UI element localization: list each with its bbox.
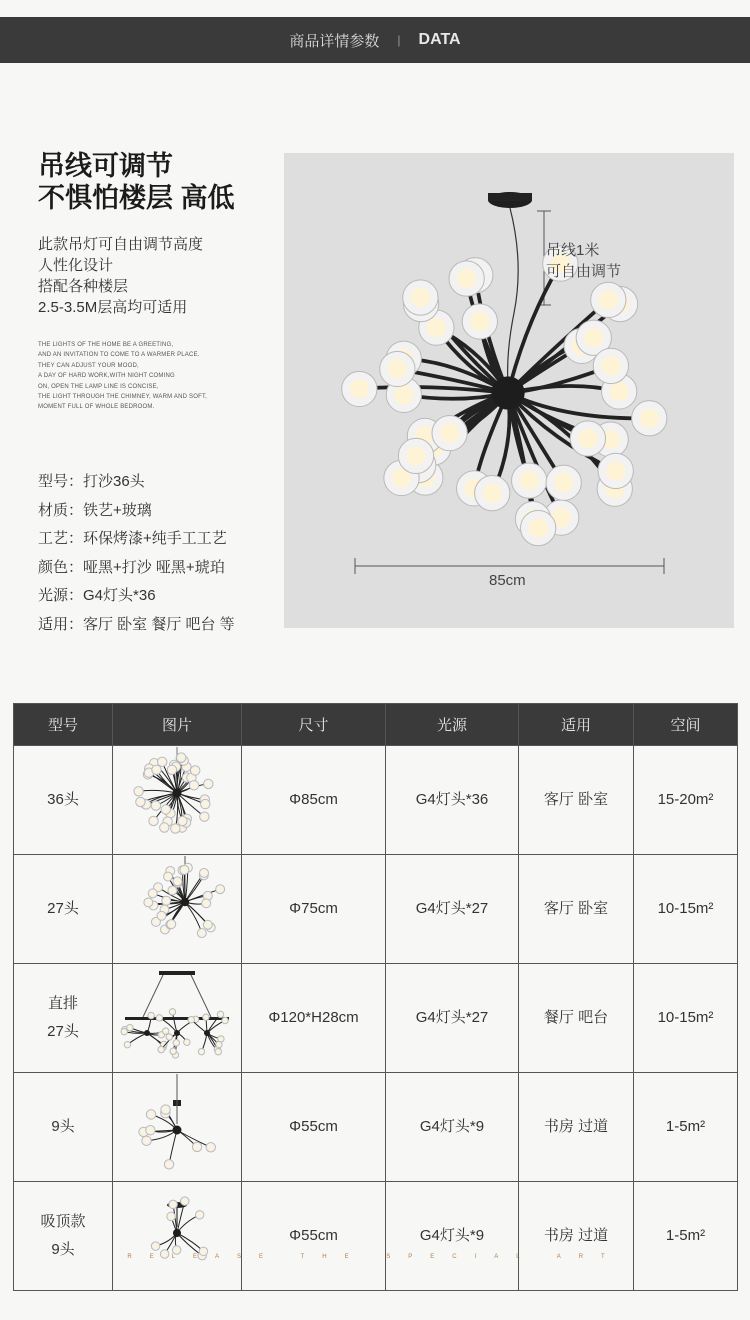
lamp-thumbnail-image — [122, 1074, 232, 1170]
spec-item: 颜色：哑黑+打沙 哑黑+琥珀 — [38, 558, 225, 576]
table-row — [14, 855, 738, 964]
model-cell: 27头 — [14, 855, 113, 964]
description-line: 搭配各种楼层 — [38, 278, 129, 295]
description-line: 2.5-3.5M层高均可适用 — [38, 299, 188, 316]
space-cell: 10-15m² — [634, 855, 738, 964]
table-row — [14, 964, 738, 1073]
light-cell: G4灯头*27 — [386, 855, 519, 964]
size-cell: Φ75cm — [242, 855, 386, 964]
spec-item: 适用：客厅 卧室 餐厅 吧台 等 — [38, 615, 235, 633]
english-line: MOMENT FULL OF WHOLE BEDROOM. — [38, 404, 155, 411]
width-label: 85cm — [489, 572, 526, 589]
thumbnail-cell — [113, 855, 242, 964]
lamp-thumbnail-image — [117, 965, 237, 1061]
english-line: THE LIGHTS OF THE HOME BE A GREETING, — [38, 342, 174, 348]
column-header: 型号 — [14, 704, 113, 746]
use-cell: 客厅 卧室 — [519, 746, 634, 855]
chandelier-illustration — [284, 153, 734, 628]
column-header: 光源 — [386, 704, 519, 746]
light-cell: G4灯头*9 — [386, 1182, 519, 1291]
model-cell: 36头 — [14, 746, 113, 855]
spec-item: 材质：铁艺+玻璃 — [38, 501, 152, 519]
header-data-label: DATA — [418, 31, 461, 48]
column-header: 空间 — [634, 704, 738, 746]
section-header — [0, 17, 750, 63]
cord-length-label: 吊线1米 可自由调节 — [546, 242, 622, 280]
thumbnail-cell — [113, 746, 242, 855]
headline — [38, 150, 235, 214]
spec-table — [13, 703, 738, 1291]
size-cell: Φ85cm — [242, 746, 386, 855]
english-text — [38, 340, 207, 413]
light-cell: G4灯头*9 — [386, 1073, 519, 1182]
description — [38, 234, 203, 318]
column-header: 适用 — [519, 704, 634, 746]
use-cell: 客厅 卧室 — [519, 855, 634, 964]
use-cell: 餐厅 吧台 — [519, 964, 634, 1073]
english-line: ON, OPEN THE LAMP LINE IS CONCISE, — [38, 383, 159, 390]
footer-tagline: RELEASE THE SPECIAL ART — [127, 1254, 623, 1260]
column-header: 图片 — [113, 704, 242, 746]
english-line: THEY CAN ADJUST YOUR MOOD, — [38, 362, 139, 369]
size-cell: Φ55cm — [242, 1073, 386, 1182]
english-line: THE LIGHT THROUGH THE CHIMNEY, WARM AND SOFT, — [38, 394, 208, 401]
light-cell: G4灯头*27 — [386, 964, 519, 1073]
space-cell: 1-5m² — [634, 1073, 738, 1182]
model-cell: 直排 27头 — [14, 964, 113, 1073]
headline-line-1: 吊线可调节 — [38, 151, 173, 181]
thumbnail-cell — [113, 1182, 242, 1291]
table-header-row — [14, 704, 738, 746]
lamp-thumbnail-image — [122, 1183, 232, 1279]
spec-item: 光源：G4灯头*36 — [38, 587, 156, 604]
english-line: A DAY OF HARD WORK,WITH NIGHT COMING — [38, 373, 175, 380]
space-cell: 10-15m² — [634, 964, 738, 1073]
use-cell: 书房 过道 — [519, 1182, 634, 1291]
spec-item: 型号：打沙36头 — [38, 473, 145, 490]
model-cell: 吸顶款 9头 — [14, 1182, 113, 1291]
use-cell: 书房 过道 — [519, 1073, 634, 1182]
spec-item: 工艺：环保烤漆+纯手工工艺 — [38, 530, 227, 547]
header-title: 商品详情参数 — [289, 32, 380, 50]
table-row — [14, 746, 738, 855]
headline-line-2: 不惧怕楼层 高低 — [38, 183, 235, 213]
size-cell: Φ55cm — [242, 1182, 386, 1291]
model-cell: 9头 — [14, 1073, 113, 1182]
description-line: 此款吊灯可自由调节高度 — [38, 236, 204, 253]
thumbnail-cell — [113, 1073, 242, 1182]
product-photo — [284, 153, 734, 628]
lamp-thumbnail-image — [122, 856, 232, 952]
thumbnail-cell — [113, 964, 242, 1073]
spec-list — [38, 468, 235, 639]
description-line: 人性化设计 — [38, 257, 114, 274]
lamp-thumbnail-image — [122, 747, 232, 843]
space-cell: 1-5m² — [634, 1182, 738, 1291]
header-separator: | — [397, 33, 401, 47]
light-cell: G4灯头*36 — [386, 746, 519, 855]
size-cell: Φ120*H28cm — [242, 964, 386, 1073]
table-row — [14, 1182, 738, 1291]
english-line: AND AN INVITATION TO COME TO A WARMER PLACE. — [38, 352, 200, 359]
column-header: 尺寸 — [242, 704, 386, 746]
table-row — [14, 1073, 738, 1182]
space-cell: 15-20m² — [634, 746, 738, 855]
